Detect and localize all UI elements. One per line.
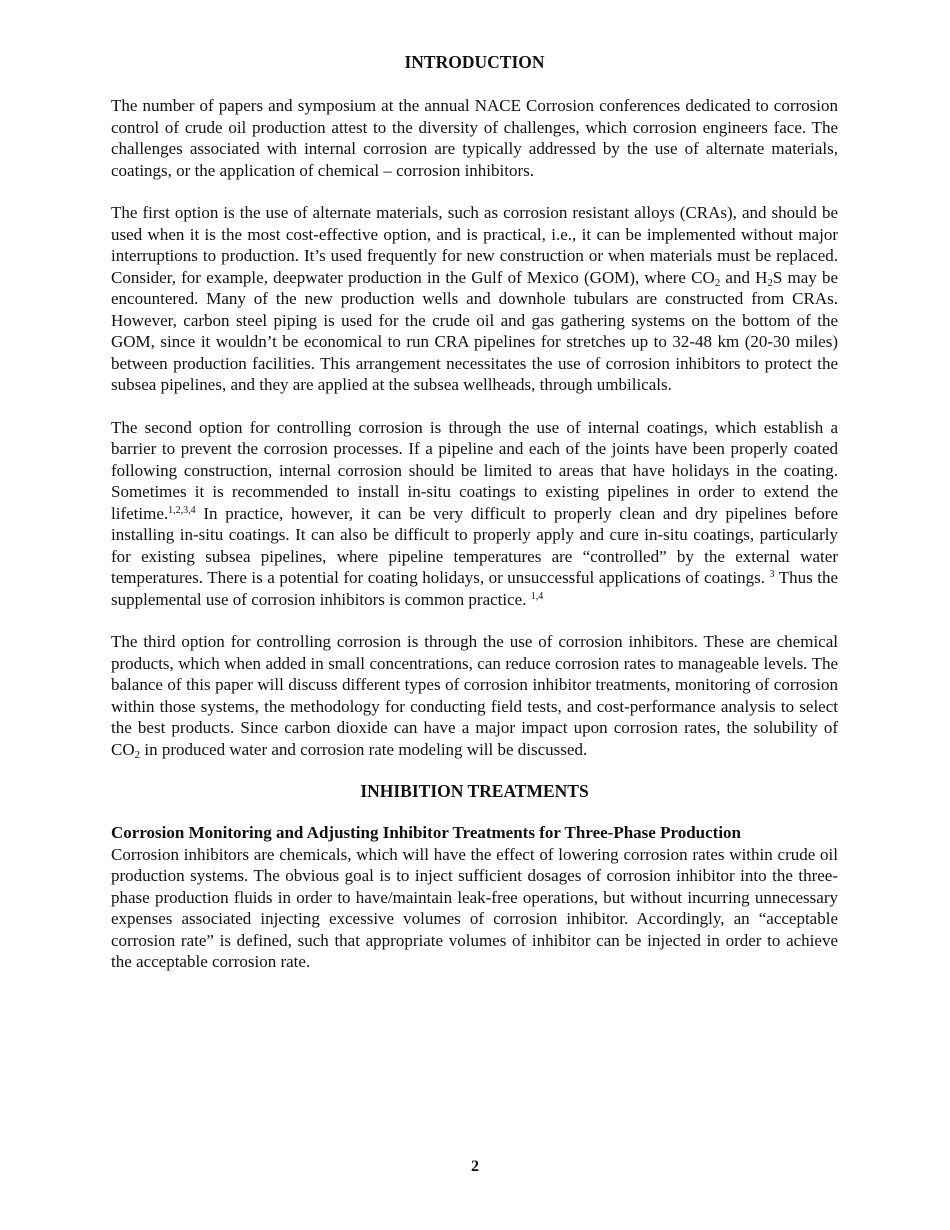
intro-paragraph-1: The number of papers and symposium at the annual NACE Corrosion conferences dedicated to corrosion control of crude oil production attest to the diversity of challenges, which corrosion engineers face. The challenges associated with internal corrosion are typically addressed by the use of alternate materials, coatings, or the application of chemical – corrosion inhibitors. [111,96,838,180]
page-number: 2 [471,1158,479,1175]
corrosion-monitoring-subheading: Corrosion Monitoring and Adjusting Inhibitor Treatments for Three-Phase Production [111,823,742,842]
p2-text-b: and H [720,267,768,287]
p2-text-a: The first option is the use of alternate materials, such as corrosion resistant alloys (CRAs), and should be used when it is the most cost-effective option, and is practical, i.e., it can be implemented without major interruptions to production. It’s used frequently for new construction or when materials must be replaced. Consider, for example, deepwater production in the Gulf of Mexico (GOM), where CO [111,203,838,287]
p2-text-c: S may be encountered. Many of the new production wells and downhole tubulars are constructed from CRAs. However, carbon steel piping is used for the crude oil and gas gathering systems on the bottom of the GOM, since it wouldn’t be economical to run CRA pipelines for stretches up to 32-48 km (20-30 miles) between production facilities. This arrangement necessitates the use of corrosion inhibitors to protect the subsea pipelines, and they are applied at the subsea wellheads, through umbilicals. [111,267,838,394]
co2-subscript-2: 2 [134,748,141,761]
h2s-subscript: 2 [767,276,773,289]
introduction-heading: INTRODUCTION [404,52,545,72]
intro-paragraph-2 [111,202,838,396]
citation-1-2-3-4: 1,2,3,4 [168,504,196,516]
citation-1-4: 1,4 [530,590,544,602]
intro-paragraph-4 [111,631,838,760]
citation-3: 3 [769,569,775,580]
p4-text-a: The third option for controlling corrosion is through the use of corrosion inhibitors. These are chemical products, which when added in small concentrations, can reduce corrosion rates to manageable levels. The balance of this paper will discuss different types of corrosion inhibitor treatments, monitoring of corrosion within those systems, the methodology for conducting field tests, and cost-performance analysis to select the best products. Since carbon dioxide can have a major impact upon corrosion rates, the solubility of CO [111,632,838,759]
p4-text-b: in produced water and corrosion rate modeling will be discussed. [140,739,588,759]
inhibition-paragraph-1: Corrosion inhibitors are chemicals, which will have the effect of lowering corrosion rates within crude oil production systems. The obvious goal is to inject sufficient dosages of corrosion inhibitor into the three-phase production fluids in order to have/maintain leak-free operations, but without incurring unnecessary expenses associated injecting excessive volumes of corrosion inhibitor. Accordingly, an “acceptable corrosion rate” is defined, such that appropriate volumes of inhibitor can be injected in order to achieve the acceptable corrosion rate. [111,844,838,971]
co2-subscript: 2 [714,276,721,289]
p3-text-b: In practice, however, it can be very difficult to properly clean and dry pipelines before installing in-situ coatings. It can also be difficult to properly apply and cure in-situ coatings, particularly for existing subsea pipelines, where pipeline temperatures are “controlled” by the external water temperatures. There is a potential for coating holidays, or unsuccessful applications of coatings. [111,503,838,587]
inhibition-treatments-heading: INHIBITION TREATMENTS [360,781,589,801]
intro-paragraph-3 [111,417,838,611]
p3-text-a: The second option for controlling corrosion is through the use of internal coatings, which establish a barrier to prevent the corrosion processes. If a pipeline and each of the joints have been properly coated following construction, internal corrosion should be limited to areas that have holidays in the coating. Sometimes it is recommended to install in-situ coatings to existing pipelines in order to extend the lifetime. [111,417,838,523]
p3-text-c: Thus the supplemental use of corrosion inhibitors is common practice. [111,568,838,609]
document-page [111,48,838,973]
